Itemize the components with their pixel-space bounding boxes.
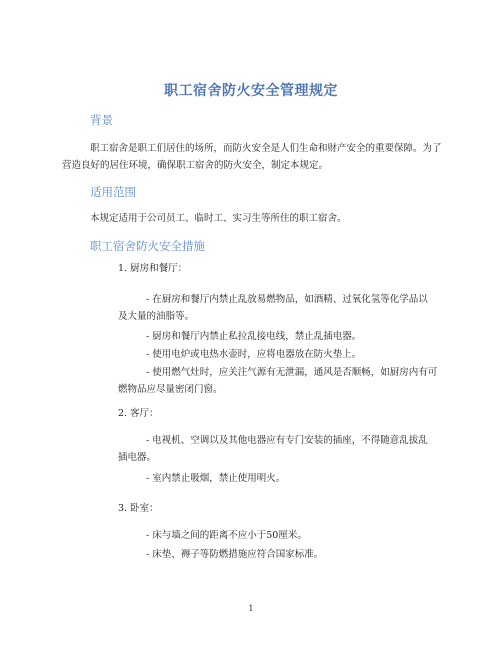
- paragraph-background: 职工宿舍是职工们居住的场所，而防火安全是人们生命和财产安全的重要保障。为了营造良好的居住环境，确保职工宿舍的防火安全，制定本规定。: [62, 143, 442, 171]
- bullet-kitchen-4: - 使用燃气灶时，应关注气源有无泄漏，通风是否顺畅，如厨房内有可燃物品应尽量密闭门窗。: [118, 367, 438, 395]
- list-item-bedroom: 3. 卧室：: [118, 503, 159, 514]
- heading-background: 背景: [90, 113, 113, 127]
- page-number: 1: [248, 604, 254, 614]
- bullet-kitchen-2: - 厨房和餐厅内禁止私拉乱接电线，禁止乱插电器。: [146, 331, 362, 342]
- document-title: 职工宿舍防火安全管理规定: [164, 83, 338, 99]
- heading-scope: 适用范围: [90, 185, 136, 199]
- heading-measures: 职工宿舍防火安全措施: [90, 239, 205, 253]
- bullet-bedroom-2: - 床垫、褥子等防燃措施应符合国家标准。: [146, 549, 324, 560]
- bullet-bedroom-1: - 床与墙之间的距离不应小于50厘米。: [146, 530, 307, 541]
- bullet-living-room-1: - 电视机、空调以及其他电器应有专门安装的插座，不得随意乱拔乱插电器。: [118, 435, 428, 463]
- list-item-kitchen: 1. 厨房和餐厅：: [118, 263, 188, 274]
- bullet-kitchen-1: - 在厨房和餐厅内禁止乱放易燃物品，如酒精、过氧化氢等化学品以及大量的油脂等。: [118, 294, 428, 322]
- paragraph-scope: 本规定适用于公司员工、临时工、实习生等所住的职工宿舍。: [90, 213, 347, 224]
- bullet-kitchen-3: - 使用电炉或电热水壶时，应将电器放在防火垫上。: [146, 349, 362, 360]
- list-item-living-room: 2. 客厅：: [118, 408, 159, 419]
- bullet-living-room-2: - 室内禁止吸烟，禁止使用明火。: [146, 473, 286, 484]
